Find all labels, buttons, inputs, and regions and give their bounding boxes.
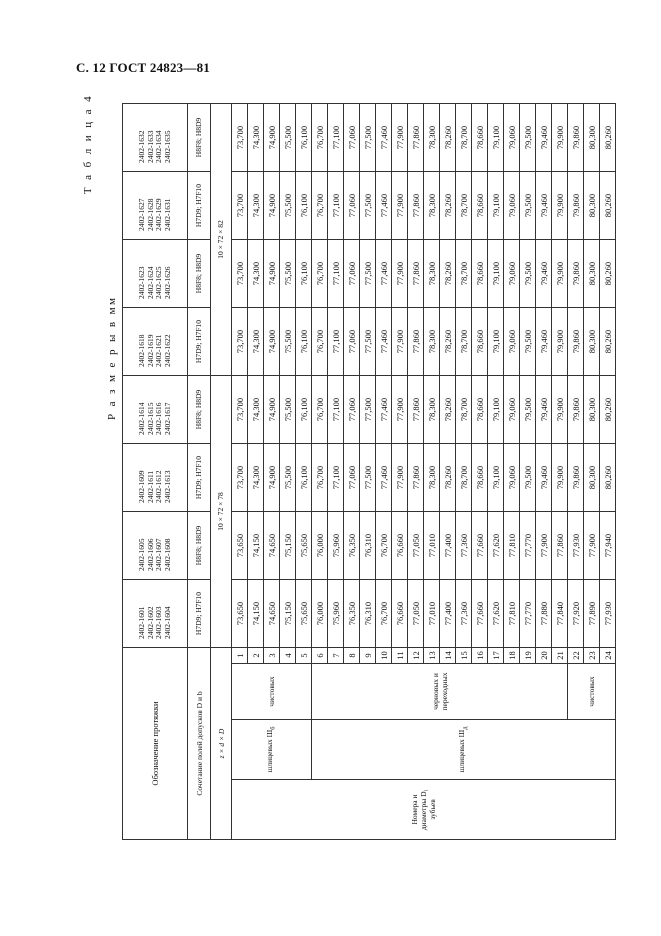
diameter-cell: 77,930 [568,512,584,580]
tooth-number: 17 [488,648,504,664]
tooth-number: 1 [232,648,248,664]
diameter-cell: 76,700 [312,240,328,308]
diameter-cell: 76,000 [312,512,328,580]
diameter-cell: 78,260 [440,308,456,376]
diameter-cell: 77,050 [408,580,424,648]
broach-code: 2402-1609 [137,470,146,503]
diameter-cell: 77,460 [376,308,392,376]
diameter-cell: 75,960 [328,512,344,580]
code-cell [123,444,188,512]
diameter-cell: 77,770 [520,512,536,580]
diameter-cell: 80,260 [600,376,616,444]
diameter-cell: 78,660 [472,104,488,172]
diameter-cell: 79,460 [536,240,552,308]
diameter-cell: 79,900 [552,444,568,512]
diameter-cell: 77,100 [328,376,344,444]
spline-b-text: шлицевых Ш [457,729,467,773]
diameter-cell: 80,300 [584,444,600,512]
diameter-cell: 79,500 [520,240,536,308]
diameter-cell: 77,500 [360,104,376,172]
page-header: С. 12 ГОСТ 24823—81 [76,60,210,75]
diameter-cell: 76,100 [296,104,312,172]
tooth-number: 15 [456,648,472,664]
diameter-cell: 80,260 [600,172,616,240]
diameter-cell: 76,350 [344,512,360,580]
diameter-cell: 79,900 [552,240,568,308]
table-container [122,103,616,840]
diameter-cell: 76,700 [376,580,392,648]
diameter-cell: 73,700 [232,172,248,240]
diameter-cell: 74,300 [248,104,264,172]
diameter-cell: 78,700 [456,308,472,376]
rotated-table-page [80,92,661,840]
tooth-number: 6 [312,648,328,664]
size-cell: 10 × 72 × 82 [211,104,232,376]
diameter-cell: 79,060 [504,308,520,376]
diameter-cell: 77,900 [584,512,600,580]
diameter-cell: 79,100 [488,308,504,376]
diameter-cell: 79,500 [520,308,536,376]
diameter-cell: 80,300 [584,104,600,172]
broach-code: 2402-1604 [162,606,172,639]
tooth-row [312,104,328,840]
diameter-cell: 74,300 [248,308,264,376]
diameter-cell: 76,310 [360,512,376,580]
broach-code: 2402-1624 [145,266,155,299]
diameter-cell: 77,900 [392,104,408,172]
diameter-cell: 80,260 [600,104,616,172]
diameter-cell: 77,860 [408,172,424,240]
diameter-cell: 77,400 [440,512,456,580]
label-zdD: z × d × D [211,648,232,840]
diameter-cell: 78,300 [424,376,440,444]
diameter-cell: 77,940 [600,512,616,580]
diameter-cell: 79,500 [520,104,536,172]
tooth-number: 5 [296,648,312,664]
diameter-cell: 80,300 [584,240,600,308]
broach-code: 2402-1634 [154,130,163,163]
diameter-cell: 79,460 [536,172,552,240]
diameter-cell: 77,460 [376,240,392,308]
diameter-cell: 74,650 [264,512,280,580]
broach-code: 2402-1612 [154,470,163,503]
diameter-cell: 79,060 [504,172,520,240]
diameter-cell: 79,460 [536,308,552,376]
label-designation: Обозначение протяжки [123,648,188,840]
diameter-cell: 75,650 [296,512,312,580]
broach-code: 2402-1611 [145,470,155,503]
diameter-cell: 74,650 [264,580,280,648]
diameter-cell: 79,060 [504,240,520,308]
code-cell [123,512,188,580]
label-tooth-numbers: Номера и диаметры D₁ зубьев [232,780,616,840]
diameter-cell: 79,100 [488,376,504,444]
diameter-cell: 76,700 [376,512,392,580]
diameter-cell: 76,350 [344,580,360,648]
tooth-number: 8 [344,648,360,664]
diameter-cell: 78,660 [472,240,488,308]
diameter-cell: 77,620 [488,580,504,648]
diameter-cell: 76,700 [312,104,328,172]
broach-code: 2402-1626 [162,266,172,299]
diameter-cell: 77,500 [360,308,376,376]
tolerance-cell: H8F8; H8D9 [188,104,211,172]
diameter-cell: 73,700 [232,104,248,172]
diameter-cell: 78,260 [440,444,456,512]
diameter-cell: 75,650 [296,580,312,648]
tooth-number: 7 [328,648,344,664]
diameter-cell: 74,900 [264,172,280,240]
tooth-number: 16 [472,648,488,664]
diameter-cell: 77,050 [408,512,424,580]
diameter-cell: 79,100 [488,104,504,172]
diameter-cell: 78,660 [472,308,488,376]
spline-a-sub: б [269,726,277,730]
diameter-cell: 75,500 [280,240,296,308]
broach-code: 2402-1601 [137,606,146,639]
diameter-cell: 77,360 [456,580,472,648]
diameter-cell: 74,900 [264,444,280,512]
label-finishing-b: чистовых [568,664,616,720]
label-finishing-a: чистовых [232,664,312,720]
diameter-cell: 78,300 [424,240,440,308]
diameter-cell: 77,900 [392,444,408,512]
broach-code: 2402-1629 [154,198,163,231]
broach-code: 2402-1608 [162,538,172,571]
broach-code: 2402-1603 [154,606,163,639]
spline-b-sub: д [461,726,469,730]
table-caption: Т а б л и ц а 4 [82,94,94,195]
code-cell [123,376,188,444]
diameter-cell: 78,300 [424,172,440,240]
diameter-cell: 79,500 [520,444,536,512]
diameter-cell: 77,810 [504,580,520,648]
diameter-cell: 73,700 [232,376,248,444]
broach-code: 2402-1618 [137,334,146,367]
diameter-cell: 74,900 [264,240,280,308]
tooth-number: 3 [264,648,280,664]
diameter-cell: 79,860 [568,172,584,240]
diameter-cell: 76,100 [296,240,312,308]
broach-code: 2402-1616 [154,402,163,435]
diameter-cell: 77,660 [472,580,488,648]
label-tolerance: Сочетание полей допусков D и b [188,648,211,840]
diameter-cell: 75,500 [280,444,296,512]
diameter-cell: 77,900 [392,308,408,376]
diameter-cell: 77,060 [344,308,360,376]
diameter-cell: 78,660 [472,172,488,240]
tooth-number: 12 [408,648,424,664]
diameter-cell: 79,060 [504,104,520,172]
broach-code: 2402-1633 [145,130,155,163]
diameter-cell: 78,300 [424,308,440,376]
diameter-cell: 77,460 [376,376,392,444]
broach-code: 2402-1606 [145,538,155,571]
tooth-number: 24 [600,648,616,664]
diameter-cell: 76,310 [360,580,376,648]
tooth-number: 21 [552,648,568,664]
tooth-number: 9 [360,648,376,664]
diameter-cell: 77,500 [360,376,376,444]
diameter-cell: 78,660 [472,376,488,444]
diameter-cell: 77,860 [408,444,424,512]
label-spline-b [312,720,616,780]
diameter-cell: 77,060 [344,376,360,444]
diameter-cell: 76,100 [296,172,312,240]
code-cell [123,580,188,648]
broach-code: 2402-1602 [145,606,155,639]
diameter-cell: 79,860 [568,308,584,376]
diameter-cell: 79,460 [536,444,552,512]
diameter-cell: 79,100 [488,240,504,308]
label-roughing: черновых и переходных [312,664,568,720]
diameter-cell: 77,010 [424,512,440,580]
broach-code: 2402-1607 [154,538,163,571]
diameter-cell: 76,000 [312,580,328,648]
diameter-cell: 75,500 [280,308,296,376]
diameter-cell: 77,100 [328,444,344,512]
diameter-cell: 76,100 [296,376,312,444]
broach-code: 2402-1605 [137,538,146,571]
diameter-cell: 74,150 [248,512,264,580]
tooth-number: 19 [520,648,536,664]
diameter-cell: 79,860 [568,444,584,512]
diameter-cell: 77,900 [392,240,408,308]
diameter-cell: 78,700 [456,104,472,172]
diameter-cell: 78,260 [440,104,456,172]
diameter-cell: 76,700 [312,172,328,240]
diameter-cell: 78,700 [456,444,472,512]
tolerance-cell: H7D9; H7F10 [188,444,211,512]
diameter-cell: 75,960 [328,580,344,648]
diameter-cell: 80,260 [600,240,616,308]
broach-code: 2402-1625 [154,266,163,299]
tolerance-cell: H7D9; H7F10 [188,308,211,376]
diameter-cell: 74,300 [248,240,264,308]
diameter-cell: 74,300 [248,376,264,444]
code-cell [123,240,188,308]
diameter-cell: 76,100 [296,444,312,512]
diameter-cell: 77,920 [568,580,584,648]
diameter-cell: 77,840 [552,580,568,648]
diameter-cell: 80,300 [584,376,600,444]
tooth-number: 14 [440,648,456,664]
diameter-cell: 73,700 [232,308,248,376]
diameter-cell: 80,300 [584,172,600,240]
row-tolerance [188,104,211,840]
diameter-cell: 73,650 [232,580,248,648]
diameter-cell: 77,100 [328,172,344,240]
diameter-cell: 77,060 [344,172,360,240]
diameter-cell: 78,660 [472,444,488,512]
tooth-number: 10 [376,648,392,664]
diameter-cell: 77,500 [360,172,376,240]
diameter-cell: 73,700 [232,444,248,512]
data-table [122,103,616,840]
diameter-cell: 78,260 [440,240,456,308]
diameter-cell: 77,890 [584,580,600,648]
tooth-row [232,104,248,840]
diameter-cell: 77,100 [328,104,344,172]
diameter-cell: 79,860 [568,240,584,308]
diameter-cell: 76,660 [392,580,408,648]
diameter-cell: 78,260 [440,376,456,444]
diameter-cell: 77,500 [360,240,376,308]
tooth-number: 22 [568,648,584,664]
tolerance-cell: H7D9; H7F10 [188,580,211,648]
diameter-cell: 74,900 [264,376,280,444]
size-cell: 10 × 72 × 78 [211,376,232,648]
diameter-cell: 79,460 [536,376,552,444]
broach-code: 2402-1623 [137,266,146,299]
diameter-cell: 78,700 [456,172,472,240]
label-spline-a [232,720,312,780]
diameter-cell: 77,100 [328,308,344,376]
tooth-number: 4 [280,648,296,664]
broach-code: 2402-1627 [137,198,146,231]
diameter-cell: 75,500 [280,376,296,444]
sizes-caption: Р а з м е р ы в мм [106,295,118,420]
broach-code: 2402-1631 [162,198,172,231]
diameter-cell: 75,150 [280,580,296,648]
diameter-cell: 77,770 [520,580,536,648]
diameter-cell: 79,900 [552,376,568,444]
diameter-cell: 77,620 [488,512,504,580]
diameter-cell: 77,860 [408,376,424,444]
broach-code: 2402-1632 [137,130,146,163]
diameter-cell: 77,060 [344,444,360,512]
tolerance-cell: H8F8; H8D9 [188,376,211,444]
diameter-cell: 79,100 [488,444,504,512]
diameter-cell: 79,860 [568,104,584,172]
diameter-cell: 77,810 [504,512,520,580]
diameter-cell: 80,260 [600,308,616,376]
broach-code: 2402-1621 [154,334,163,367]
diameter-cell: 76,700 [312,308,328,376]
diameter-cell: 77,900 [392,172,408,240]
tooth-number: 2 [248,648,264,664]
diameter-cell: 77,860 [408,240,424,308]
diameter-cell: 79,900 [552,104,568,172]
tolerance-cell: H7D9; H7F10 [188,172,211,240]
tooth-number: 11 [392,648,408,664]
diameter-cell: 73,700 [232,240,248,308]
diameter-cell: 77,860 [408,308,424,376]
diameter-cell: 76,700 [312,444,328,512]
diameter-cell: 77,460 [376,172,392,240]
diameter-cell: 80,260 [600,444,616,512]
tooth-number: 13 [424,648,440,664]
diameter-cell: 78,300 [424,104,440,172]
broach-code: 2402-1615 [145,402,155,435]
tooth-number: 20 [536,648,552,664]
diameter-cell: 79,860 [568,376,584,444]
diameter-cell: 77,460 [376,444,392,512]
tooth-number: 23 [584,648,600,664]
diameter-cell: 74,300 [248,172,264,240]
diameter-cell: 79,500 [520,376,536,444]
diameter-cell: 77,860 [408,104,424,172]
diameter-cell: 75,500 [280,104,296,172]
diameter-cell: 79,900 [552,172,568,240]
diameter-cell: 74,300 [248,444,264,512]
code-cell [123,104,188,172]
diameter-cell: 77,400 [440,580,456,648]
broach-code: 2402-1635 [162,130,172,163]
diameter-cell: 77,060 [344,240,360,308]
diameter-cell: 79,060 [504,376,520,444]
diameter-cell: 77,460 [376,104,392,172]
tooth-number: 18 [504,648,520,664]
diameter-cell: 74,900 [264,308,280,376]
row-designation [123,104,188,840]
diameter-cell: 78,700 [456,240,472,308]
diameter-cell: 79,460 [536,104,552,172]
diameter-cell: 80,300 [584,308,600,376]
diameter-cell: 78,260 [440,172,456,240]
diameter-cell: 79,500 [520,172,536,240]
diameter-cell: 77,360 [456,512,472,580]
diameter-cell: 79,100 [488,172,504,240]
broach-code: 2402-1617 [162,402,172,435]
diameter-cell: 77,930 [600,580,616,648]
diameter-cell: 77,900 [536,512,552,580]
code-cell [123,172,188,240]
diameter-cell: 77,860 [552,512,568,580]
broach-code: 2402-1613 [162,470,172,503]
diameter-cell: 77,100 [328,240,344,308]
diameter-cell: 77,660 [472,512,488,580]
diameter-cell: 79,060 [504,444,520,512]
diameter-cell: 77,060 [344,104,360,172]
tolerance-cell: H8F8; H8D9 [188,240,211,308]
diameter-cell: 73,650 [232,512,248,580]
diameter-cell: 76,700 [312,376,328,444]
diameter-cell: 74,900 [264,104,280,172]
diameter-cell: 77,010 [424,580,440,648]
diameter-cell: 77,500 [360,444,376,512]
broach-code: 2402-1614 [137,402,146,435]
spline-a-text: шлицевых Ш [265,729,275,773]
diameter-cell: 79,900 [552,308,568,376]
diameter-cell: 77,880 [536,580,552,648]
diameter-cell: 76,660 [392,512,408,580]
broach-code: 2402-1619 [145,334,155,367]
row-size [211,104,232,840]
diameter-cell: 74,150 [248,580,264,648]
diameter-cell: 77,900 [392,376,408,444]
diameter-cell: 75,150 [280,512,296,580]
diameter-cell: 75,500 [280,172,296,240]
diameter-cell: 78,300 [424,444,440,512]
broach-code: 2402-1628 [145,198,155,231]
code-cell [123,308,188,376]
broach-code: 2402-1622 [162,334,172,367]
tolerance-cell: H8F8; H8D9 [188,512,211,580]
diameter-cell: 76,100 [296,308,312,376]
diameter-cell: 78,700 [456,376,472,444]
